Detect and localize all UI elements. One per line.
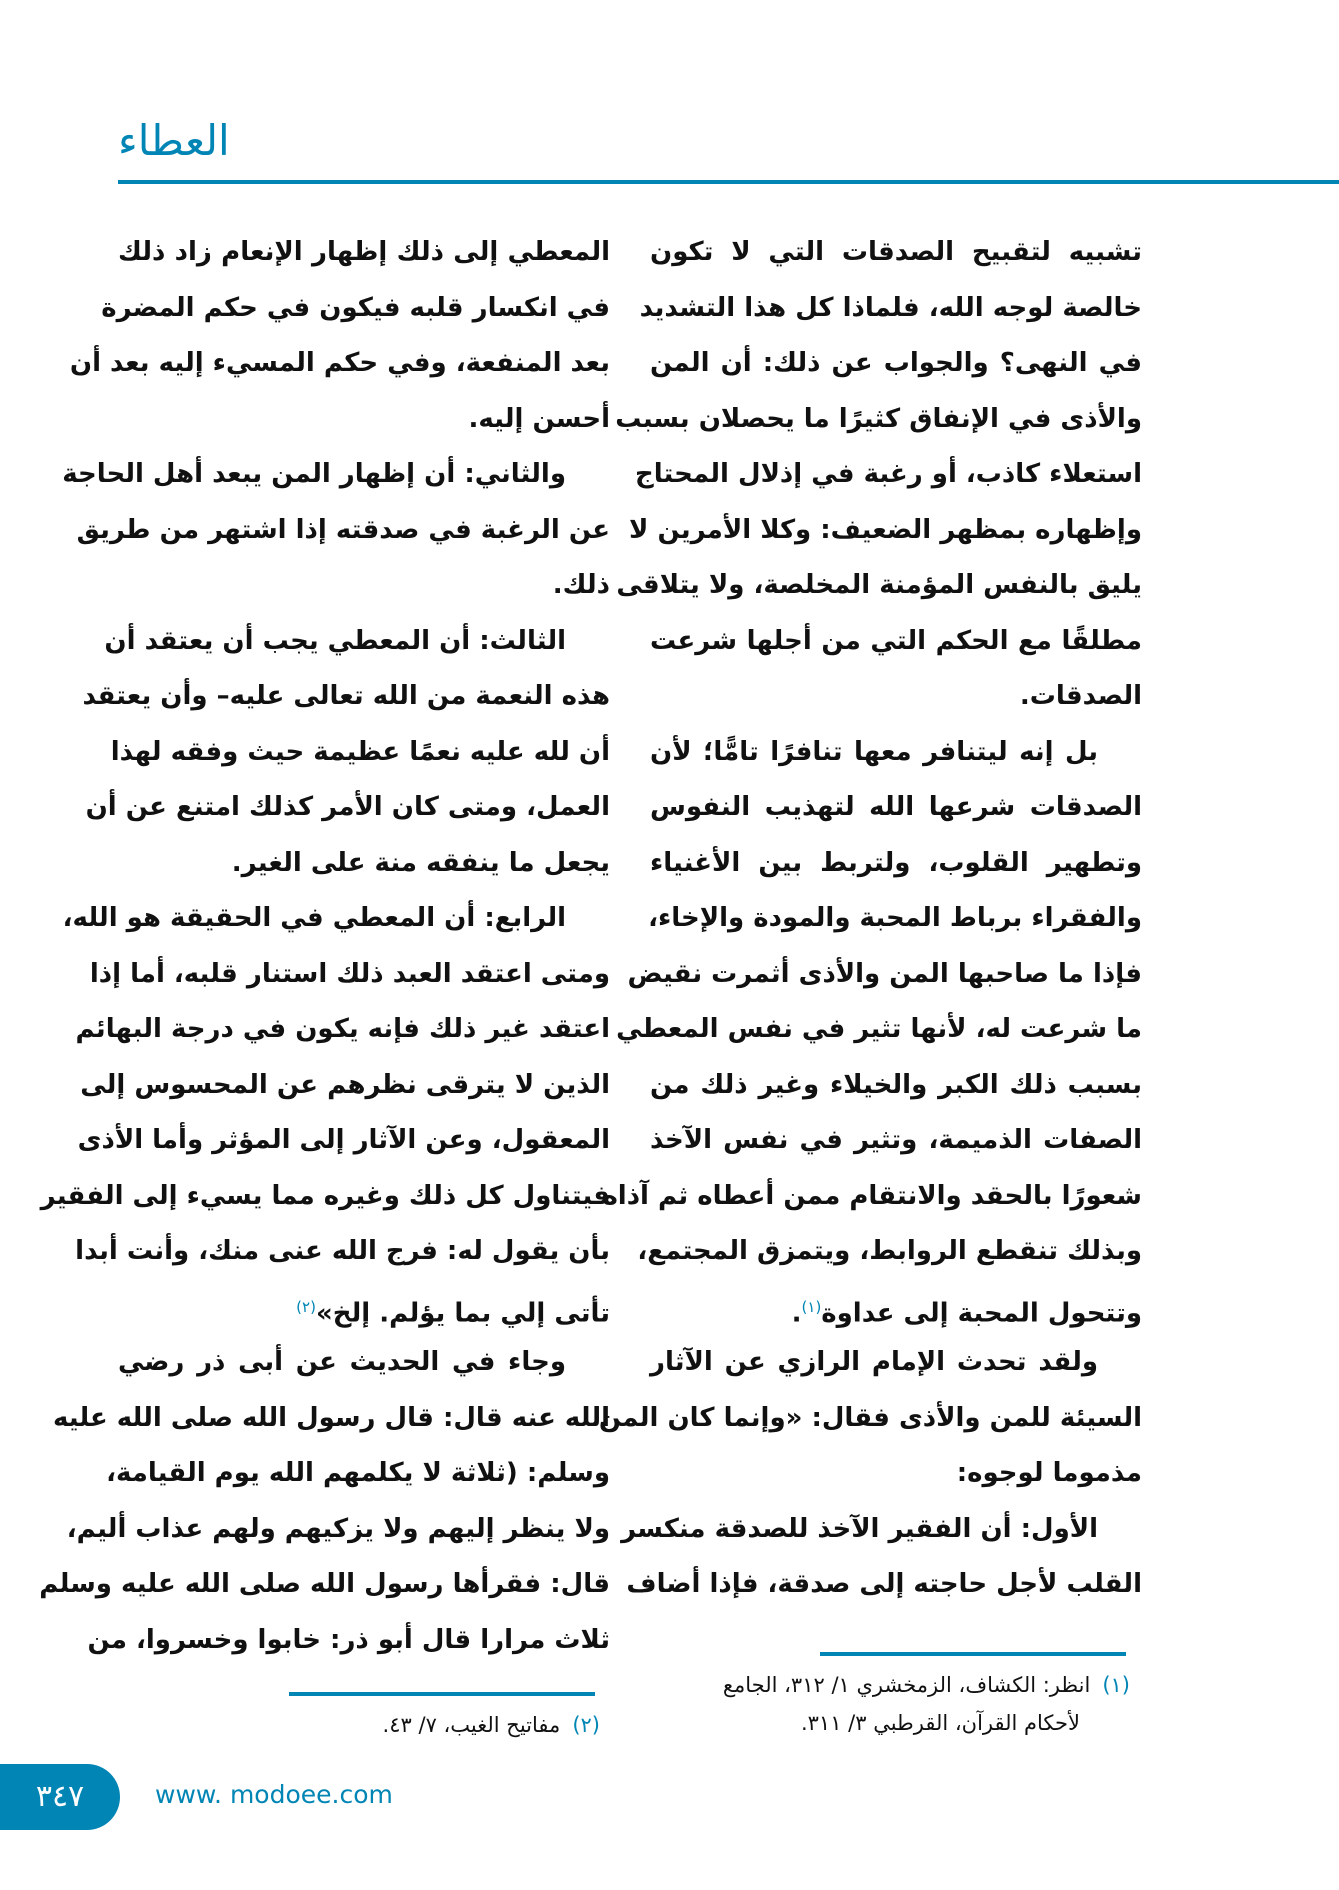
line-text: أن المعطي يجب أن يعتقد أن xyxy=(104,625,480,656)
footnote-reference[interactable]: (١) xyxy=(801,1297,822,1316)
line-text: وإظهاره بمظهر الضعيف: وكلا الأمرين لا xyxy=(629,514,1142,545)
line-text: وتطهير القلوب، ولتربط بين الأغنياء xyxy=(650,847,1142,878)
line-text: أن المعطي في الحقيقة هو الله، xyxy=(62,903,485,933)
text-line xyxy=(650,1280,1142,1336)
point-label: الأول: xyxy=(1020,1513,1098,1544)
text-line xyxy=(87,1613,610,1669)
text-line xyxy=(75,1224,610,1280)
line-text: المعطي إلى ذلك إظهار الإنعام زاد ذلك xyxy=(118,237,610,267)
line-text: قال: فقرأها رسول الله صلى الله عليه وسلم xyxy=(39,1569,610,1599)
text-line xyxy=(650,225,1142,281)
text-line xyxy=(39,1557,610,1613)
line-text: في انكسار قلبه فيكون في حكم المضرة xyxy=(101,292,610,323)
line-text: القلب لأجل حاجته إلى صدقة، فإذا أضاف xyxy=(626,1569,1142,1599)
text-line xyxy=(650,614,1142,670)
text-line xyxy=(650,336,1142,392)
text-line xyxy=(615,392,1142,448)
text-line xyxy=(616,1002,1142,1058)
text-line xyxy=(650,1113,1142,1169)
line-text: وسلم: (ثلاثة لا يكلمهم الله يوم القيامة، xyxy=(106,1458,610,1488)
footnote-number: (١) xyxy=(1102,1673,1130,1697)
line-text: أن لله عليه نعمًا عظيمة حيث وفقه لهذا xyxy=(110,736,610,767)
line-text: بل إنه ليتنافر معها تنافرًا تامًّا؛ لأن xyxy=(650,736,1098,767)
line-text: هذه النعمة من الله تعالى عليه– وأن يعتقد xyxy=(82,681,610,711)
text-line xyxy=(598,1391,1142,1447)
line-text: خالصة لوجه الله، فلماذا كل هذا التشديد xyxy=(639,292,1142,323)
text-line xyxy=(76,503,610,559)
line-text: بأن يقول له: فرج الله عنى منك، وأنت أبدا xyxy=(75,1236,610,1266)
line-text: مطلقًا مع الحكم التي من أجلها شرعت xyxy=(650,625,1142,656)
footnote-divider-right xyxy=(820,1652,1126,1656)
line-text: عن الرغبة في صدقته إذا اشتهر من طريق xyxy=(76,514,610,545)
text-line xyxy=(650,891,1142,947)
text-line xyxy=(650,1058,1142,1114)
text-line xyxy=(118,1335,610,1391)
line-text: شعورًا بالحقد والانتقام ممن أعطاه ثم آذاه xyxy=(602,1180,1142,1211)
text-line xyxy=(118,225,610,281)
text-line xyxy=(635,447,1142,503)
line-text: بعد المنفعة، وفي حكم المسيء إليه بعد أن xyxy=(69,348,610,378)
chapter-title: العطاء xyxy=(118,116,230,165)
right-column xyxy=(598,225,1142,1613)
text-line xyxy=(118,1280,610,1336)
text-line xyxy=(650,1335,1142,1391)
line-text: والأذى في الإنفاق كثيرًا ما يحصلان بسبب xyxy=(615,403,1142,434)
line-text: أحسن إليه. xyxy=(468,403,610,434)
line-text: . xyxy=(791,1298,802,1329)
line-text: بسبب ذلك الكبر والخيلاء وغير ذلك من xyxy=(650,1069,1142,1100)
text-line xyxy=(650,836,1142,892)
line-text: فيتناول كل ذلك وغيره مما يسيء إلى الفقير xyxy=(40,1180,610,1211)
line-text: المعقول، وعن الآثار إلى المؤثر وأما الأذى xyxy=(77,1125,610,1155)
line-text: والفقراء برباط المحبة والمودة والإخاء، xyxy=(648,903,1142,933)
text-line xyxy=(639,281,1142,337)
footnote-number: (٢) xyxy=(572,1713,600,1737)
line-text: الذين لا يترقى نظرهم عن المحسوس إلى xyxy=(80,1069,610,1100)
text-line xyxy=(69,336,610,392)
line-text: فإذا ما صاحبها المن والأذى أثمرت نقيض xyxy=(627,958,1142,989)
text-line xyxy=(52,1391,610,1447)
text-line xyxy=(75,1002,610,1058)
line-text: ما شرعت له، لأنها تثير في نفس المعطي xyxy=(616,1014,1142,1044)
text-line xyxy=(40,1169,610,1225)
footnote-text: مفاتيح الغيب، ٧/ ٤٣. xyxy=(382,1713,561,1737)
line-text: تأتى إلي بما يؤلم. إلخ» xyxy=(315,1298,610,1329)
text-line xyxy=(650,780,1142,836)
point-label: الرابع: xyxy=(484,903,566,933)
text-line xyxy=(616,558,1142,614)
line-text: مذموما لوجوه: xyxy=(956,1458,1142,1488)
point-label: والثاني: xyxy=(464,459,566,489)
line-text: العمل، ومتى كان الأمر كذلك امتنع عن أن xyxy=(85,792,610,822)
line-text: ومتى اعتقد العبد ذلك استنار قلبه، أما إذا xyxy=(89,958,610,989)
footnote-text: لأحكام القرآن، القرطبي ٣/ ٣١١. xyxy=(800,1711,1080,1735)
line-text: يجعل ما ينفقه منة على الغير. xyxy=(231,847,610,878)
text-line xyxy=(650,725,1142,781)
text-line xyxy=(650,1446,1142,1502)
text-line xyxy=(104,614,610,670)
line-text: وتتحول المحبة إلى عداوة xyxy=(821,1298,1142,1329)
line-text: وجاء في الحديث عن أبى ذر رضي xyxy=(118,1347,566,1377)
text-line xyxy=(627,947,1142,1003)
footnote-right xyxy=(630,1666,1130,1742)
footnote-text: انظر: الكشاف، الزمخشري ١/ ٣١٢، الجامع xyxy=(722,1673,1091,1697)
line-text: ذلك. xyxy=(552,570,610,600)
line-text: استعلاء كاذب، أو رغبة في إذلال المحتاج xyxy=(635,459,1142,489)
line-text: الصدقات. xyxy=(1019,681,1142,711)
text-line xyxy=(626,1557,1142,1613)
text-line xyxy=(77,1113,610,1169)
line-text: اعتقد غير ذلك فإنه يكون في درجة البهائم xyxy=(75,1014,610,1044)
website-url[interactable]: www. modoee.com xyxy=(155,1780,393,1809)
point-label: الثالث: xyxy=(479,625,566,656)
text-line xyxy=(89,947,610,1003)
text-line xyxy=(66,1502,610,1558)
line-text: ثلاث مرارا قال أبو ذر: خابوا وخسروا، من xyxy=(87,1624,610,1655)
line-text: ولا ينظر إليهم ولا يزكيهم ولهم عذاب أليم، xyxy=(66,1513,610,1544)
text-line xyxy=(106,1446,610,1502)
text-line xyxy=(118,558,610,614)
footnote-left xyxy=(100,1706,600,1744)
text-line xyxy=(101,281,610,337)
line-text: تشبيه لتقبيح الصدقات التي لا تكون xyxy=(650,237,1142,267)
text-line xyxy=(80,1058,610,1114)
line-text: الصفات الذميمة، وتثير في نفس الآخذ xyxy=(650,1125,1142,1155)
text-line xyxy=(118,836,610,892)
text-line xyxy=(62,447,610,503)
text-line xyxy=(85,780,610,836)
footnote-divider-left xyxy=(289,1692,595,1696)
line-text: ولقد تحدث الإمام الرازي عن الآثار xyxy=(650,1347,1098,1377)
text-line xyxy=(110,725,610,781)
text-line xyxy=(650,669,1142,725)
text-line xyxy=(62,891,610,947)
line-text: أن إظهار المن يبعد أهل الحاجة xyxy=(62,459,465,489)
line-text: أن الفقير الآخذ للصدقة منكسر xyxy=(621,1513,1021,1544)
text-line xyxy=(629,503,1142,559)
left-column xyxy=(39,225,610,1668)
line-text: وبذلك تنقطع الروابط، ويتمزق المجتمع، xyxy=(637,1236,1142,1266)
text-line xyxy=(602,1169,1142,1225)
footnote-reference[interactable]: (٢) xyxy=(296,1297,316,1316)
header-rule xyxy=(118,180,1339,184)
text-line xyxy=(118,392,610,448)
text-line xyxy=(637,1224,1142,1280)
line-text: السيئة للمن والأذى فقال: «وإنما كان المن xyxy=(598,1402,1142,1433)
line-text: الصدقات شرعها الله لتهذيب النفوس xyxy=(650,792,1142,822)
page-number-badge: ٣٤٧ xyxy=(0,1764,120,1830)
line-text: في النهى؟ والجواب عن ذلك: أن المن xyxy=(650,348,1142,378)
line-text: الله عنه قال: قال رسول الله صلى الله عليه xyxy=(52,1402,610,1433)
text-line xyxy=(621,1502,1142,1558)
text-line xyxy=(82,669,610,725)
line-text: يليق بالنفس المؤمنة المخلصة، ولا يتلاقى xyxy=(616,570,1142,600)
